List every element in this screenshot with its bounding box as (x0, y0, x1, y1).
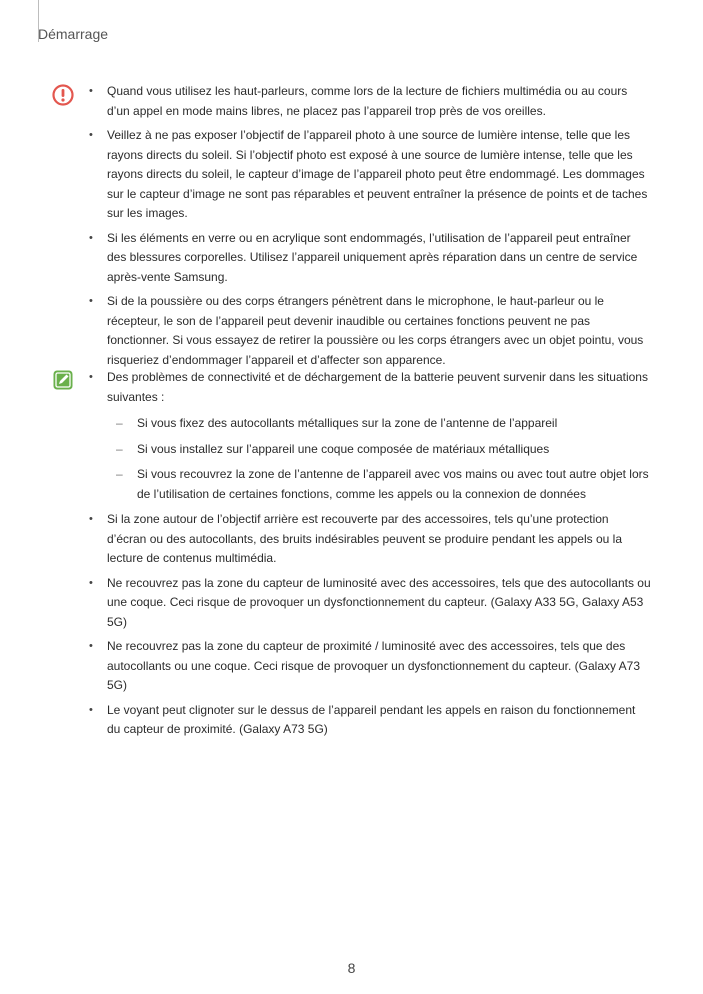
list-item (0, 368, 703, 504)
caution-list (0, 82, 703, 370)
list-item: • Si la zone autour de l’objectif arrière est recouverte par des accessoires, tels qu’une protection d’écran ou des autocollants, des bruits indésirables peuvent se produire pendant les appels ou la lecture de contenus multimédia. (0, 510, 703, 569)
page-number: 8 (347, 960, 356, 976)
list-item: • Si les éléments en verre ou en acrylique sont endommagés, l’utilisation de l’appareil peut entraîner des blessures corporelles. Utilisez l’appareil uniquement après réparation dans un centre de service après-vente Samsung. (0, 229, 703, 288)
sub-list-item: – Si vous fixez des autocollants métalliques sur la zone de l’antenne de l’appareil (107, 414, 651, 434)
sub-list-item: – Si vous recouvrez la zone de l’antenne de l’appareil avec vos mains ou avec tout autre objet lors de l’utilisation de certaines fonctions, comme les appels ou la connexion de données (107, 465, 651, 504)
list-item-text: Des problèmes de connectivité et de déchargement de la batterie peuvent survenir dans les situations suivantes : (107, 370, 648, 404)
sub-list-item: – Si vous installez sur l’appareil une coque composée de matériaux métalliques (107, 440, 651, 460)
note-list (0, 368, 703, 740)
list-item: • Si de la poussière ou des corps étrangers pénètrent dans le microphone, le haut-parleur ou le récepteur, le son de l’appareil peut devenir inaudible ou certaines fonctions peuvent ne pas fonctionner. Si vous essayez de retirer la poussière ou les corps étrangers avec un objet pointu, vous risqueriez d’endommager l’appareil et d’affecter son apparence. (0, 292, 703, 370)
list-item: • Ne recouvrez pas la zone du capteur de luminosité avec des accessoires, tels que des autocollants ou une coque. Ceci risque de provoquer un dysfonctionnement du capteur. (Galaxy A33 5G, Galaxy A53 5G) (0, 574, 703, 633)
sub-list (107, 414, 651, 504)
caution-block (0, 82, 703, 375)
list-item: • Veillez à ne pas exposer l’objectif de l’appareil photo à une source de lumière intense, telle que les rayons directs du soleil. Si l’objectif photo est exposé à une source de lumière intense, telle que les rayons directs du soleil, le capteur d’image de l’appareil photo peut être endommagé. Les dommages sur le capteur d’image ne sont pas réparables et peuvent entraîner la présence de points et de taches sur les images. (0, 126, 703, 224)
note-block (0, 368, 703, 745)
section-title: Démarrage (38, 26, 109, 42)
list-item: • Ne recouvrez pas la zone du capteur de proximité / luminosité avec des accessoires, tels que des autocollants ou une coque. Ceci risque de provoquer un dysfonctionnement du capteur. (Galaxy A73 5G) (0, 637, 703, 696)
list-item: • Le voyant peut clignoter sur le dessus de l’appareil pendant les appels en raison du fonctionnement du capteur de proximité. (Galaxy A73 5G) (0, 701, 703, 740)
list-item: • Quand vous utilisez les haut-parleurs, comme lors de la lecture de fichiers multimédia ou au cours d’un appel en mode mains libres, ne placez pas l’appareil trop près de vos oreilles. (0, 82, 703, 121)
